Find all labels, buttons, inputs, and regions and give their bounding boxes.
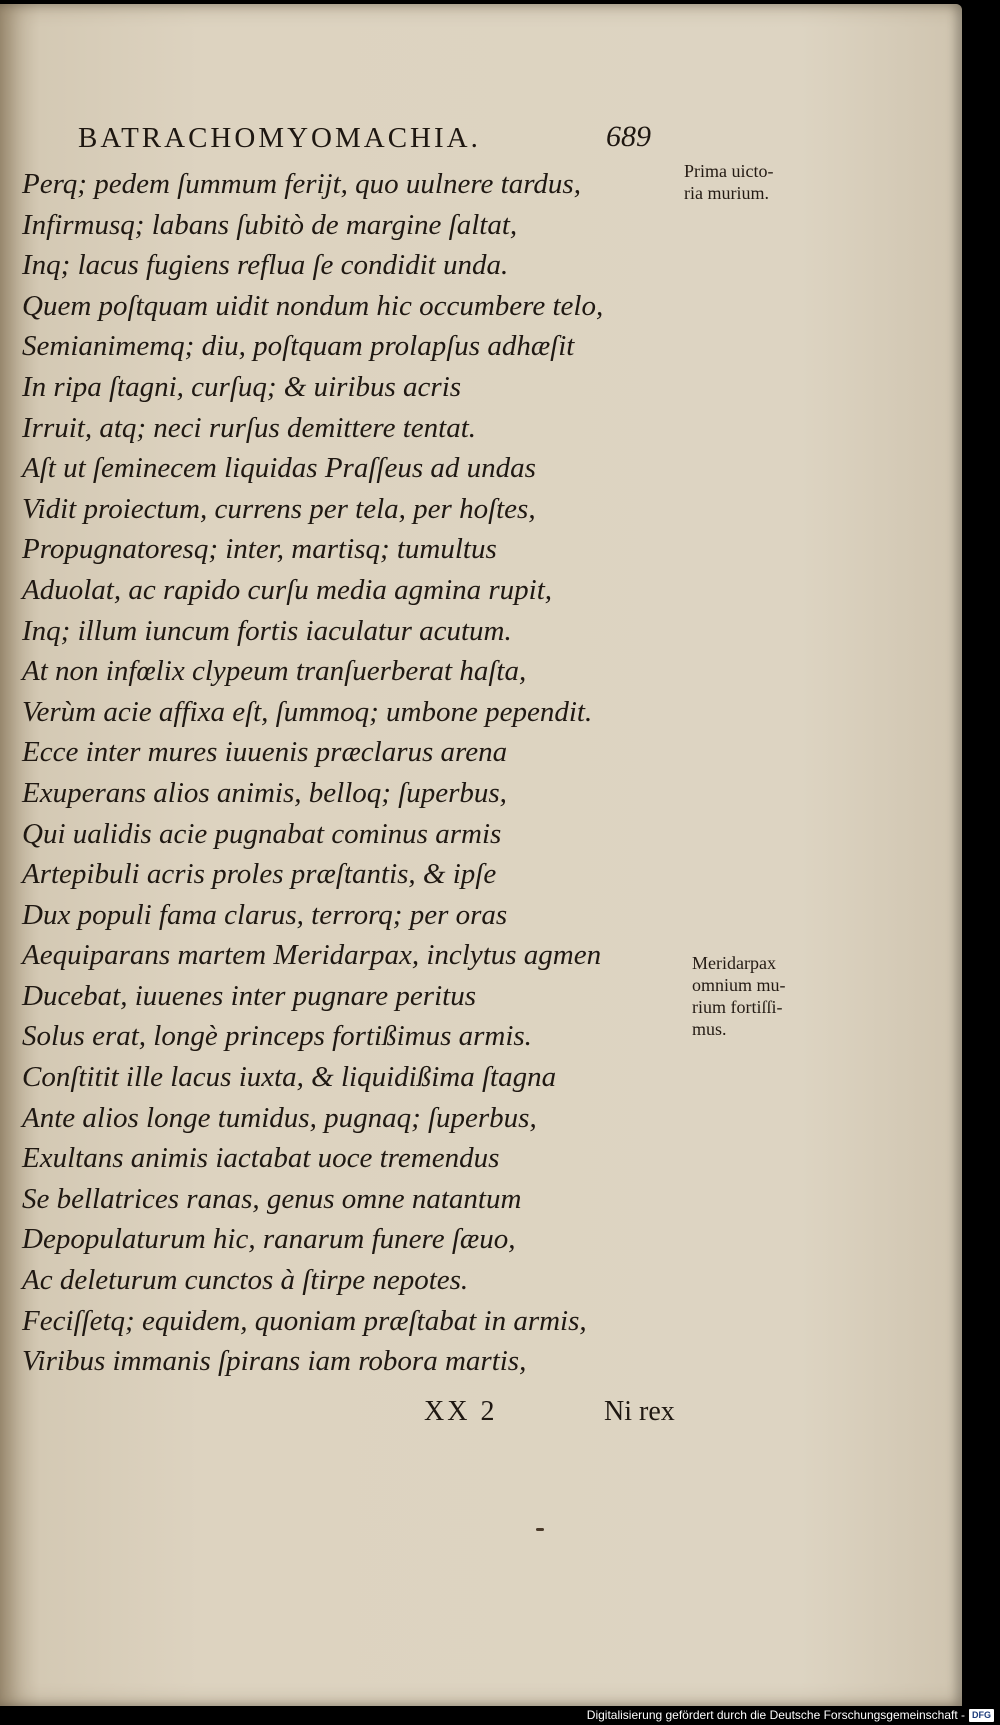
marginal-note-line: mus. [692,1019,727,1039]
verse-line: Se bellatrices ranas, genus omne natantum [22,1182,522,1215]
dfg-logo-icon: DFG [969,1709,994,1722]
verse-line: Ducebat, iuuenes inter pugnare peritus [22,979,476,1012]
footer-text: Digitalisierung gefördert durch die Deutsche Forschungsgemeinschaft - [586,1708,965,1722]
verse-line: Qui ualidis acie pugnabat cominus armis [22,817,502,850]
book-page [0,4,962,1706]
verse-line: Infirmusq; labans ſubitò de margine ſaltat, [22,208,518,241]
verse-line: Exuperans alios animis, belloq; ſuperbus, [22,776,507,809]
verse-line: Aſt ut ſeminecem liquidas Praſſeus ad undas [22,452,536,485]
verse-line: Exultans animis iactabat uoce tremendus [22,1142,500,1175]
verse-line: Aduolat, ac rapido curſu media agmina rupit, [22,573,553,606]
verse-line: Solus erat, longè princeps fortißimus armis. [22,1020,532,1053]
verse-line: Vidit proiectum, currens per tela, per hoſtes, [22,492,536,525]
running-head-title: BATRACHOMYOMACHIA. [78,122,481,154]
marginal-note-line: Meridarpax [692,953,776,973]
verse-line: Quem poſtquam uidit nondum hic occumbere telo, [22,289,604,322]
marginal-note-meridarpax [692,952,786,1040]
verse-line: Conſtitit ille lacus iuxta, & liquidißima ſtagna [22,1061,557,1094]
verse-line: Propugnatoresq; inter, martisq; tumultus [22,533,497,566]
running-head [0,122,962,162]
signature-mark: XX 2 [424,1396,498,1427]
marginal-note-line: ria murium. [684,183,769,203]
verse-line: Ecce inter mures iuuenis præclarus arena [22,736,508,769]
verse-line: Irruit, atq; neci rurſus demittere tentat. [22,411,477,444]
verse-line: Inq; lacus fugiens reflua ſe condidit unda. [22,249,509,282]
verse-line: Aequiparans martem Meridarpax, inclytus agmen [22,939,602,972]
verse-line: Inq; illum iuncum fortis iaculatur acutum. [22,614,512,647]
verse-line: Perq; pedem ſummum ferijt, quo uulnere tardus, [22,168,581,200]
verse-line: Depopulaturum hic, ranarum funere ſæuo, [22,1223,516,1256]
marginal-note-line: rium fortiſſi- [692,997,783,1017]
verse-line: Ac deleturum cunctos à ſtirpe nepotes. [22,1264,469,1297]
verse-line: Artepibuli acris proles præſtantis, & ipſe [22,858,497,891]
marginal-note-prima-uictoria [684,160,773,204]
page-number: 689 [606,120,651,153]
verse-line: Semianimemq; diu, poſtquam prolapſus adhæſit [22,330,575,363]
ink-speck [536,1528,544,1531]
catchword: Ni rex [604,1396,675,1427]
verse-line: Dux populi fama clarus, terrorq; per oras [22,898,508,931]
verse-line: Feciſſetq; equidem, quoniam præſtabat in armis, [22,1304,587,1337]
marginal-note-line: Prima uicto- [684,161,774,181]
digitization-credit [587,1706,994,1725]
verse-line: Ante alios longe tumidus, pugnaq; ſuperbus, [22,1101,537,1134]
verse-line: In ripa ſtagni, curſuq; & uiribus acris [22,370,462,403]
marginal-note-line: omnium mu- [692,975,786,995]
verse-line: Verùm acie affixa eſt, ſummoq; umbone pependit. [22,695,593,728]
verse-text [22,164,682,1382]
verse-line: Viribus immanis ſpirans iam robora martis, [22,1345,527,1378]
verse-line: At non infœlix clypeum tranſuerberat haſta, [22,655,527,688]
